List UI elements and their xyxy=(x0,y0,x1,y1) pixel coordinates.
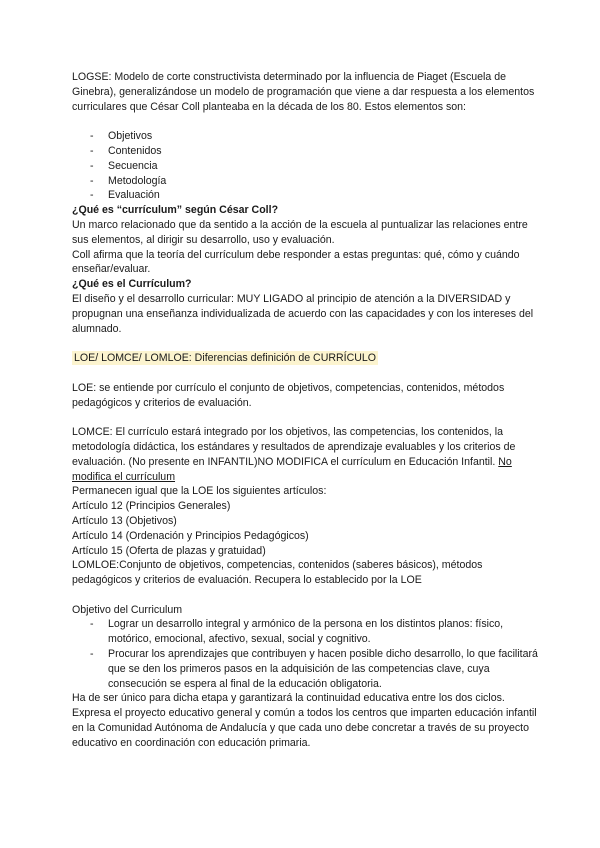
lomloe-paragraph: LOMLOE:Conjunto de objetivos, competencias, contenidos (saberes básicos), métodos pedagógicos y criterios de evaluación. Recupera lo establecido por la LOE xyxy=(72,559,483,587)
logse-paragraph: LOGSE: Modelo de corte constructivista determinado por la influencia de Piaget (Escuela de Ginebra), generalizándose un modelo de programación que viene a dar respuesta a los elementos curriculares que César Coll planteaba en la década de los 80. Estos elementos son: xyxy=(72,71,535,113)
objetivo-heading: Objetivo del Curriculum xyxy=(72,603,183,616)
list-item: - Evaluación xyxy=(90,189,160,202)
article-line: Artículo 14 (Ordenación y Principios Pedagógicos) xyxy=(72,529,309,542)
coll-heading: ¿Qué es “currículum” según César Coll? xyxy=(72,204,279,217)
list-item: - Objetivos xyxy=(90,130,153,143)
article-line: Artículo 12 (Principios Generales) xyxy=(72,500,231,513)
curricular-elements-list xyxy=(72,129,542,203)
list-item: - Lograr un desarrollo integral y armónico de la persona en los distintos planos: físico, motórico, emocional, afectivo, sexual, social y cognitivo. xyxy=(90,618,504,646)
objetivo-list xyxy=(72,617,542,691)
curriculum-heading: ¿Qué es el Currículum? xyxy=(72,278,192,291)
underlined-note: No modifica el currículum xyxy=(72,455,512,483)
loe-paragraph: LOE: se entiende por currículo el conjunto de objetivos, competencias, contenidos, métodos pedagógicos y criterios de evaluación. xyxy=(72,381,505,409)
list-item: - Procurar los aprendizajes que contribuyen y hacen posible dicho desarrollo, lo que facilitará que se den los primeros pasos en la adquisición de las competencias clave, cuya consecución se espera al final de la educación obligatoria. xyxy=(90,648,538,690)
permanecen-text: Permanecen igual que la LOE los siguientes artículos: xyxy=(72,485,327,498)
objetivo-closing: Ha de ser único para dicha etapa y garantizará la continuidad educativa entre los dos ciclos. Expresa el proyecto educativo general y común a todos los centros que imparten educación infantil en la Comunidad Autónoma de Andalucía y que cada uno debe concretar a través de su proyecto educativo en coordinación con educación primaria. xyxy=(72,692,537,749)
lomce-paragraph: LOMCE: El currículo estará integrado por los objetivos, las competencias, los contenidos, la metodología didáctica, los estándares y resultados de aprendizaje evaluables y los criterios de evaluación. (No presente en INFANTIL)NO MODIFICA el currículum en Educación Infantil. No modifica el currículum xyxy=(72,426,516,483)
list-item: - Secuencia xyxy=(90,159,158,172)
article-line: Artículo 13 (Objetivos) xyxy=(72,514,177,527)
laws-heading xyxy=(72,351,542,366)
highlighted-heading: LOE/ LOMCE/ LOMLOE: Diferencias definición de CURRÍCULO xyxy=(74,352,377,365)
coll-text-1: Un marco relacionado que da sentido a la acción de la escuela al puntualizar las relaciones entre sus elementos, al dirigir su desarrollo, uso y evaluación. xyxy=(72,218,528,246)
article-line: Artículo 15 (Oferta de plazas y gratuidad) xyxy=(72,544,266,557)
list-item: - Contenidos xyxy=(90,144,162,157)
document-page xyxy=(72,70,542,751)
coll-text-2: Coll afirma que la teoría del currículum debe responder a estas preguntas: qué, cómo y cuándo enseñar/evaluar. xyxy=(72,248,520,276)
curriculum-text: El diseño y el desarrollo curricular: MUY LIGADO al principio de atención a la DIVERSIDAD y propugnan una enseñanza individualizada de acuerdo con las capacidades y con los intereses del alumnado. xyxy=(72,292,534,335)
list-item: - Metodología xyxy=(90,174,167,187)
